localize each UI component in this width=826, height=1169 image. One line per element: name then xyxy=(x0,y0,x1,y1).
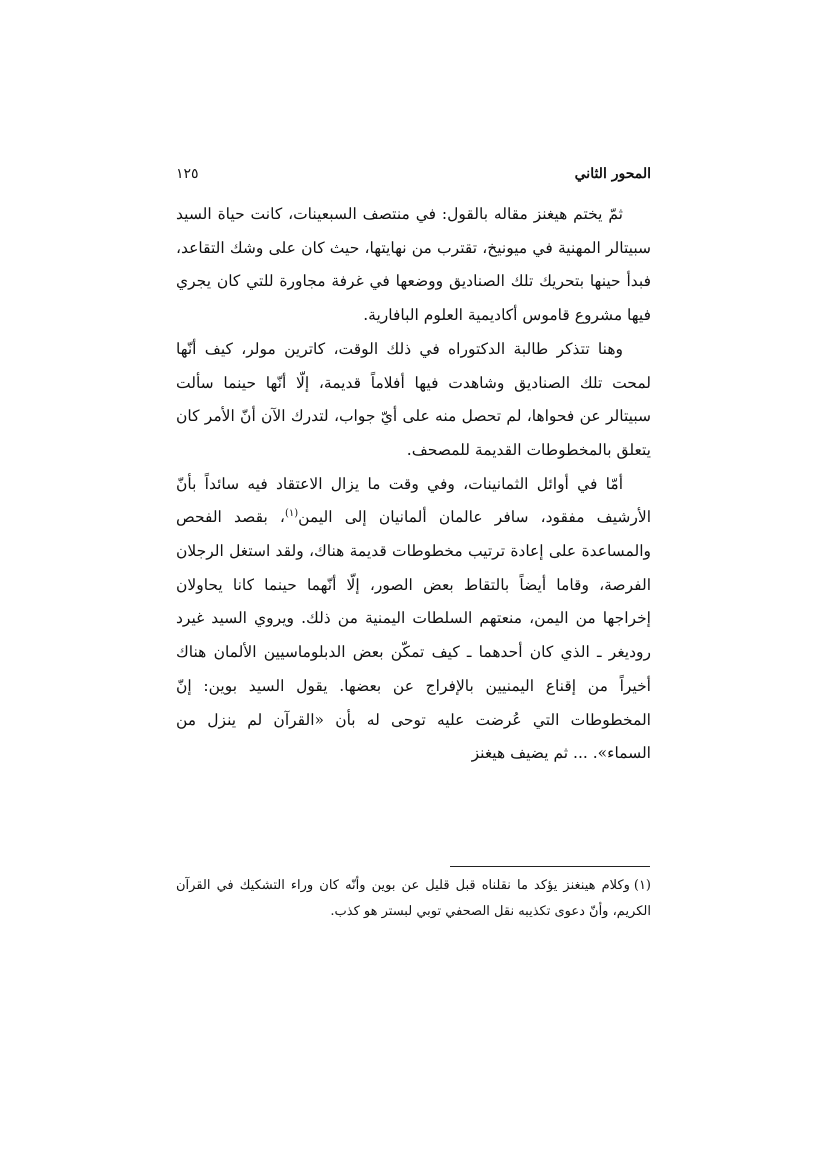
footnote-reference[interactable]: (١) xyxy=(284,508,299,520)
paragraph-3-text-after: ، بقصد الفحص والمساعدة على إعادة ترتيب مخطوطات قديمة هناك، ولقد استغل الرجلان الفرصة، وقاما أيضاً بالتقاط بعض الصور، إلّا أنّهما حينما كانا يحاولان إخراجها من اليمن، منعتهم السلطات اليمنية من ذلك. ويروي السيد غيرد روديغر ـ الذي كان أحدهما ـ كيف تمكّن بعض الدبلوماسيين الألمان هناك أخيراً من إقناع اليمنيين بالإفراج عن بعضها. يقول السيد بوين: إنّ المخطوطات التي عُرضت عليه توحى له بأن «القرآن لم ينزل من السماء». ... ثم يضيف هيغنز xyxy=(176,508,651,763)
paragraph-1: ثمّ يختم هيغنز مقاله بالقول: في منتصف السبعينات، كانت حياة السيد سبيتالر المهنية في ميونيخ، تقترب من نهايتها، حيث كان على وشك التقاعد، فبدأ حينها بتحريك تلك الصناديق ووضعها في غرفة مجاورة للتي كان يجري فيها مشروع قاموس أكاديمية العلوم البافارية. xyxy=(176,205,651,325)
footnote-text: وكلام هينغنز يؤكد ما نقلناه قبل قليل عن بوين وأنّه كان وراء التشكيك في القرآن الكريم، وأنّ دعوى تكذيبه نقل الصحفي توبي لبستر هو كذب. xyxy=(176,878,651,919)
footnotes xyxy=(176,873,651,925)
running-header xyxy=(176,162,651,186)
paragraph-2: وهنا تتذكر طالبة الدكتوراه في ذلك الوقت، كاترين مولر، كيف أنّها لمحت تلك الصناديق وشاهدت فيها أفلاماً قديمة، إلّا أنّها حينما سألت سبيتالر عن فحواها، لم تحصل منه على أيّ جواب، لتدرك الآن أنّ الأمر كان يتعلق بالمخطوطات القديمة للمصحف. xyxy=(176,339,651,459)
footnote-1 xyxy=(176,873,651,925)
chapter-title: المحور الثاني xyxy=(574,166,651,182)
body-text xyxy=(176,198,651,771)
page-number: ١٢٥ xyxy=(176,166,199,182)
paragraph-3-text-before: أمّا في أوائل الثمانينات، وفي وقت ما يزال الاعتقاد فيه سائداً بأنّ الأرشيف مفقود، سافر عالمان ألمانيان إلى اليمن xyxy=(176,474,651,527)
paragraph-3 xyxy=(176,468,651,771)
footnote-marker: (١) xyxy=(633,878,651,893)
footnote-divider xyxy=(450,866,650,867)
